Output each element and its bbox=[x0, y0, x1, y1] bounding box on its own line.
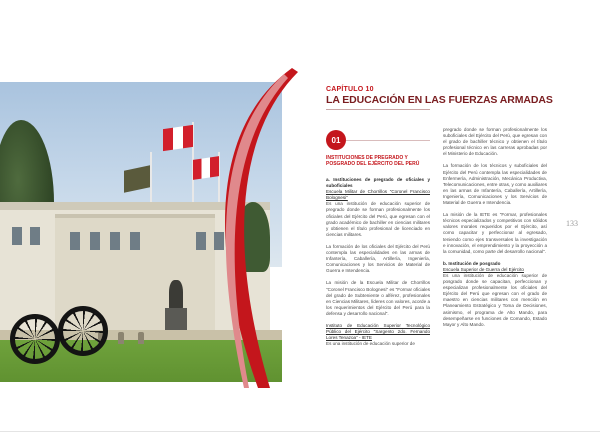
page-number: 133 bbox=[566, 219, 578, 228]
subsection-title: a. Instituciones de pregrado de oficiales y suboficiales bbox=[326, 177, 430, 189]
red-swoosh-decoration bbox=[180, 60, 300, 390]
window bbox=[30, 227, 40, 245]
section-divider bbox=[346, 140, 430, 141]
window bbox=[130, 232, 140, 250]
window bbox=[110, 232, 120, 250]
cannon-wheel bbox=[10, 314, 60, 364]
window bbox=[12, 227, 22, 245]
window bbox=[90, 232, 100, 250]
page-bottom-edge bbox=[0, 431, 600, 432]
paragraph: La misión de la Escuela Militar de Chorrillos "Coronel Francisco Bolognesi" es "Formar oficiales del grado de Subteniente o alférez, profesionales en Ciencias Militares, líderes con valores, acorde a los requerimientos del Ejército del Perú para la defensa y desarrollo nacional". bbox=[326, 280, 430, 316]
paragraph: La formación de los oficiales del Ejército del Perú contempla las especialidades en las armas de Infantería, Caballería, Artillería, Ingeniería, Comunicaciones y los Servicios de Material de Guerra e Intendencia. bbox=[326, 243, 430, 274]
bollard bbox=[138, 332, 144, 344]
subsection-title: b. Institución de posgrado bbox=[443, 260, 501, 266]
school-name: Escuela Superior de Guerra del Ejército bbox=[443, 266, 524, 272]
chapter-title: LA EDUCACIÓN EN LAS FUERZAS ARMADAS bbox=[326, 94, 553, 106]
section-heading: INSTITUCIONES DE PREGRADO Y POSGRADO DEL EJÉRCITO DEL PERÚ bbox=[326, 155, 420, 168]
paragraph: La misión de la IETE es "Formar, profesionales técnicos especializados y competitivos con sólidos valores morales requeridos por el Ejército, así como capacitar y perfeccionar al egresado, teniendo como ejes transversales la investigación e innovación, el emprendimiento y la proyección a la comunidad, como parte del desarrollo nacional". bbox=[443, 212, 547, 254]
chapter-label: CAPÍTULO 10 bbox=[326, 86, 374, 93]
paragraph: Es una institución de educación superior de posgrado donde se capacitan, perfeccionan y especializan profesionalmente los oficiales del Ejército del Perú que egresan con el grado de maestro en ciencias militares con mención en Planeamiento Estratégico y Toma de Decisiones, asimismo, el programa de Alto Mando, para desempeñarse en funciones de Comando, Estado Mayor y Alto Mando. bbox=[443, 272, 547, 327]
paragraph: pregrado donde se forman profesionalmente los suboficiales del Ejército del Perú, que egresan con el grado de bachiller técnico y obtienen el título profesional técnico en las carreras aprobadas por el Ministerio de Educación. bbox=[443, 127, 547, 157]
window bbox=[70, 232, 80, 250]
school-name: Escuela Militar de Chorrillos "Coronel Francisco Bolognesi" bbox=[326, 189, 430, 201]
title-divider bbox=[326, 109, 430, 110]
paragraph: Es una institución de educación superior de bbox=[326, 341, 415, 347]
cannon-wheel bbox=[58, 306, 108, 356]
text-column-left bbox=[326, 177, 430, 353]
paragraph: La formación de los técnicos y suboficiales del Ejército del Perú contempla las especialidades de Enfermería, Administración, Mecánica Productiva, Telecomunicaciones, entre otras, y como auxiliares en las armas de Infantería, Caballería, Artillería, Ingeniería, Comunicaciones y los Servicios de Material de Guerra e Intendencia. bbox=[443, 163, 547, 206]
section-number-badge: 01 bbox=[326, 130, 346, 150]
paragraph: Es una institución de educación superior de pregrado donde se forman profesionalmente los oficiales del Ejército del Perú, que egresan con el grado académico de bachiller en ciencias militares y obtienen el título profesional de licenciado en ciencias militares. bbox=[326, 201, 430, 237]
bollard bbox=[118, 332, 124, 344]
text-column-right bbox=[443, 127, 547, 334]
school-name: Instituto de Educación Superior Tecnológico Público del Ejército "Sargento 2do. Fernando Lores Tenazoa" - IETE bbox=[326, 322, 430, 341]
